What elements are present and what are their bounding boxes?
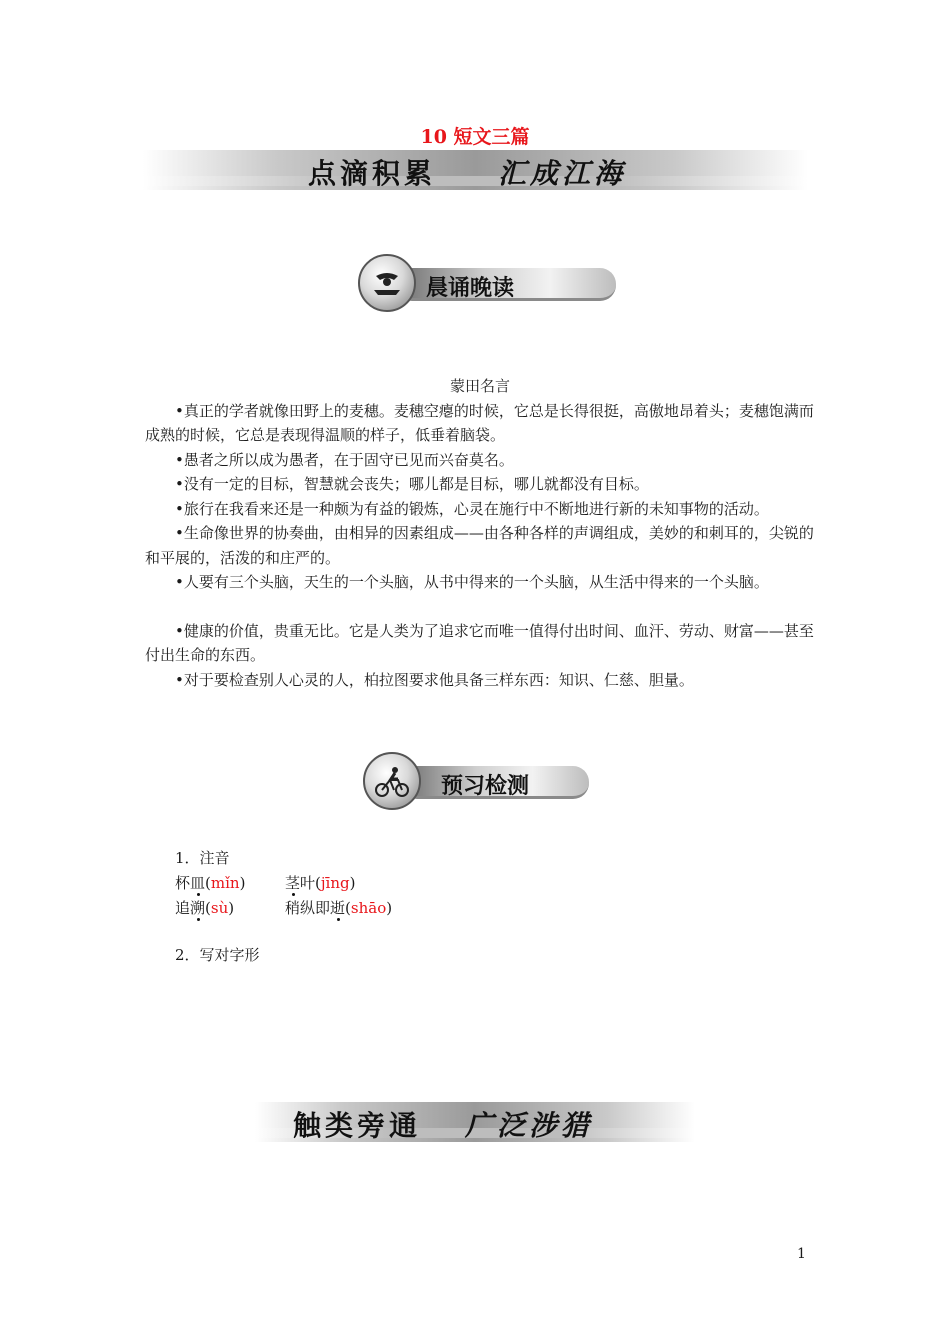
document-title: 10 短文三篇 bbox=[420, 126, 530, 148]
question-1-label: 1．注音 bbox=[175, 849, 230, 867]
banner-right-text: 汇成江海 bbox=[498, 157, 627, 190]
section-heading: 蒙田名言 bbox=[449, 377, 510, 395]
quote-5: •生命像世界的协奏曲，由相异的因素组成——由各种各样的声调组成，美妙的和刺耳的，尖锐的和平展的，活泼的和庄严的。 bbox=[145, 524, 814, 567]
badge-label: 晨诵晚读 bbox=[426, 276, 515, 301]
exercise-section bbox=[175, 846, 392, 968]
banner-left-text: 触类旁通 bbox=[293, 1109, 422, 1142]
quote-3: •没有一定的目标，智慧就会丧失；哪儿都是目标，哪儿就都没有目标。 bbox=[175, 475, 649, 493]
quote-2: •愚者之所以成为愚者，在于固守已见而兴奋莫名。 bbox=[175, 450, 514, 469]
question-2-label: 2．写对字形 bbox=[175, 946, 260, 964]
reader-figure-icon bbox=[358, 254, 416, 312]
pinyin-item: 追溯(sù) bbox=[175, 899, 235, 917]
badge-pill bbox=[401, 766, 589, 799]
quote-4: •旅行在我看来还是一种颇为有益的锻炼，心灵在施行中不断地进行新的未知事物的活动。 bbox=[175, 499, 769, 518]
pinyin-item: 杯皿(mǐn) bbox=[175, 874, 246, 892]
banner-left-text: 点滴积累 bbox=[308, 157, 437, 190]
quote-7: •健康的价值，贵重无比。它是人类为了追求它而唯一值得付出时间、血汗、劳动、财富——甚至付出生命的东西。 bbox=[145, 621, 814, 664]
quotes-section bbox=[145, 374, 815, 692]
question-1-row-2 bbox=[175, 896, 392, 921]
pinyin-item: 茎叶(jīng) bbox=[285, 874, 356, 892]
badge-morning-reading bbox=[358, 254, 616, 312]
badge-label: 预习检测 bbox=[441, 774, 530, 799]
quote-1: •真正的学者就像田野上的麦穗。麦穗空瘪的时候，它总是长得很挺，高傲地昂着头；麦穗饱满而成熟的时候，它总是表现得温顺的样子，低垂着脑袋。 bbox=[145, 401, 814, 444]
badge-pill bbox=[396, 268, 616, 301]
cyclist-icon bbox=[363, 752, 421, 810]
pinyin-item: 稍纵即逝(shāo) bbox=[285, 899, 393, 917]
badge-preview-check bbox=[363, 752, 589, 810]
banner-right-text: 广泛涉猎 bbox=[465, 1109, 594, 1142]
quote-8: •对于要检查别人心灵的人，柏拉图要求他具备三样东西：知识、仁慈、胆量。 bbox=[175, 670, 694, 689]
question-1-row-1 bbox=[175, 871, 392, 896]
banner-accumulate bbox=[143, 150, 808, 190]
quote-6: •人要有三个头脑，天生的一个头脑，从书中得来的一个头脑，从生活中得来的一个头脑。 bbox=[175, 573, 769, 591]
banner-bar bbox=[143, 176, 808, 186]
banner-broad-reading bbox=[255, 1102, 695, 1142]
page-number: 1 bbox=[797, 1246, 806, 1262]
